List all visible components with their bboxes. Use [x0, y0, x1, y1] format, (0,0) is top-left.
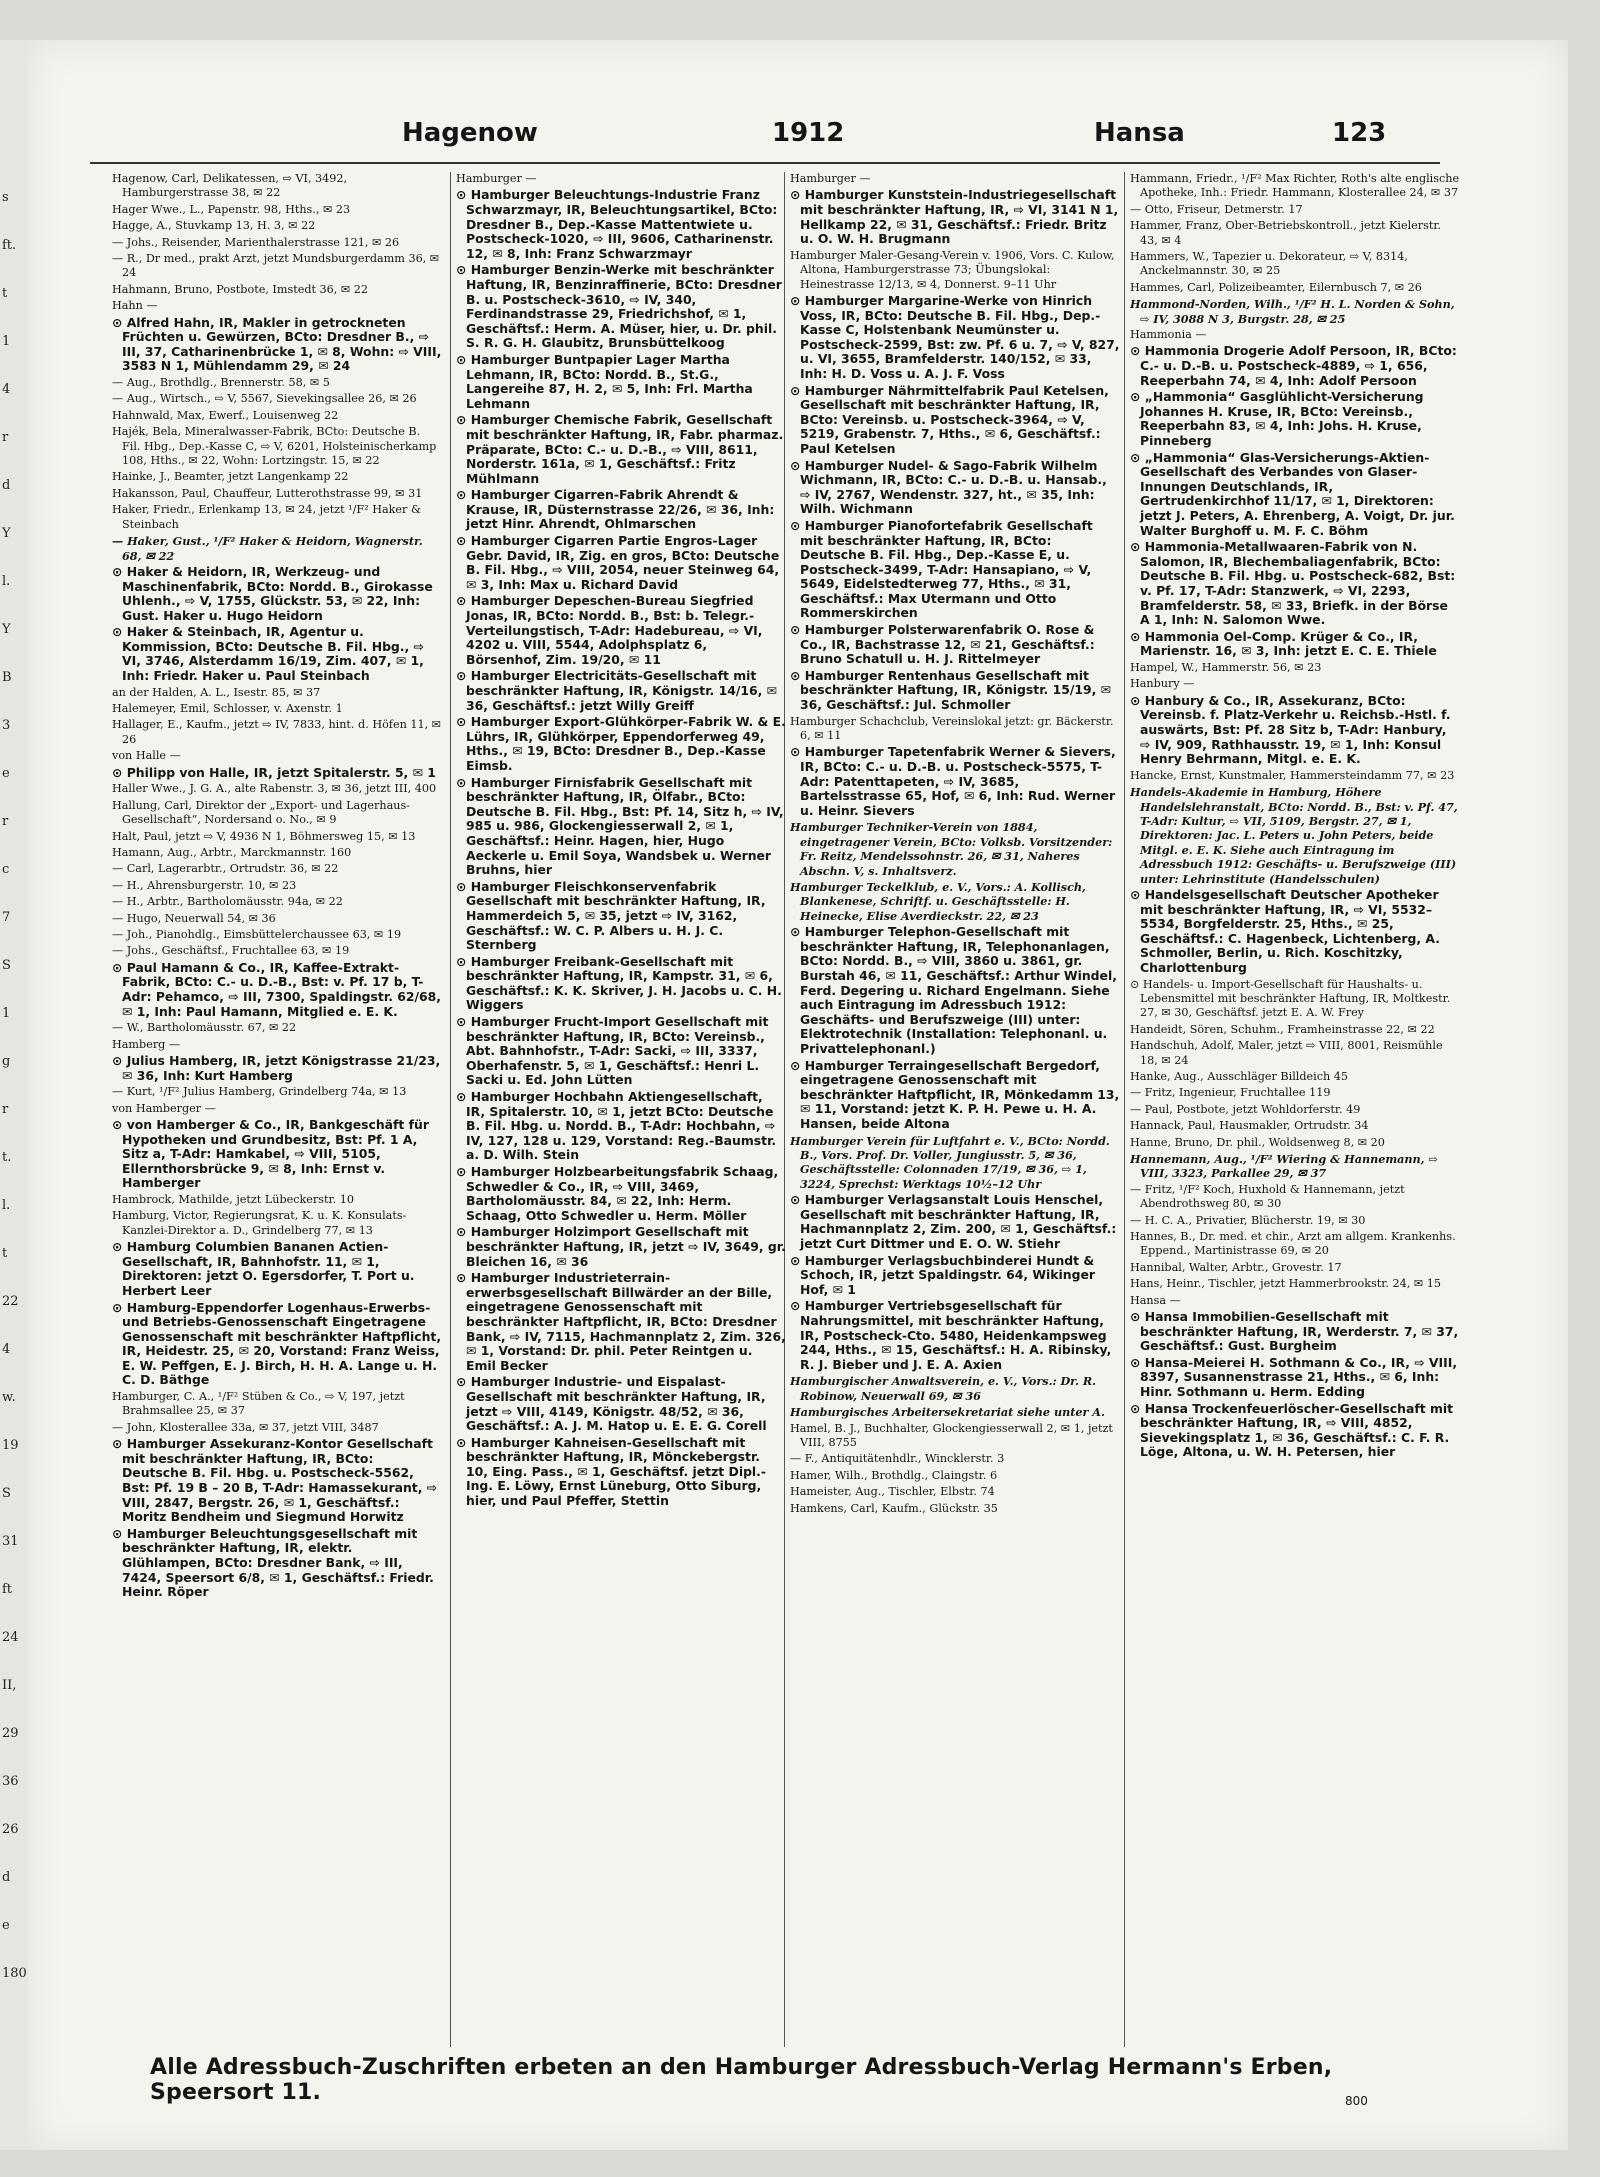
margin-fragment: g: [2, 1054, 11, 1069]
header-last-entry: Hansa: [1094, 118, 1185, 148]
directory-entry: ⊙ Hamburger Nudel- & Sago-Fabrik Wilhelm Wichmann, IR, BCto: C.- u. D.-B. u. Hansab., ⇨ IV, 2767, Wendenstr. 327, ht., ✉ 35, Inh: Wilh. Wichmann: [790, 457, 1107, 517]
directory-entry: Hambrock, Mathilde, jetzt Lübeckerstr. 10: [112, 1192, 354, 1206]
margin-fragment: d: [2, 478, 11, 493]
directory-entry: Hahn —: [112, 299, 158, 313]
directory-entry: Hamburger Maler-Gesang-Verein v. 1906, Vors. C. Kulow, Altona, Hamburgerstrasse 73; Übungslokal: Heinestrasse 12/13, ✉ 4, Donnerst. 9–11 Uhr: [790, 248, 1115, 291]
directory-entry: Handels-Akademie in Hamburg, Höhere Handelslehranstalt, BCto: Nordd. B., Bst: v. Pf. 47, T-Adr: Kultur, ⇨ VII, 5109, Bergstr. 27, ✉ 1, Direktoren: Jac. L. Peters u. John Peters, beide Mitgl. e. E. K. Siehe auch Eintragung im Adressbuch 1912: Geschäfts- u. Berufszweige (III) unter: Lehrinstitute (Handelsschulen): [1130, 785, 1458, 886]
directory-entry: ⊙ Hammonia-Metallwaaren-Fabrik von N. Salomon, IR, Blechembaliagenfabrik, BCto: Deutsche B. Fil. Hbg. u. Postscheck-682, Bst: v. Pf. 17, T-Adr: Stanzwerk, ⇨ VI, 2293, Bramfelderstr. 58, ✉ 33, Briefk. in der Börse A 1, Inh: N. Salomon Wwe.: [1130, 539, 1456, 628]
directory-entry: ⊙ Hammonia Drogerie Adolf Persoon, IR, BCto: C.- u. D.-B. u. Postscheck-4889, ⇨ 1, 656, Reeperbahn 74, ✉ 4, Inh: Adolf Persoon: [1130, 343, 1457, 388]
margin-fragment: l.: [2, 1198, 11, 1213]
directory-entry: Hancke, Ernst, Kunstmaler, Hammersteindamm 77, ✉ 23: [1130, 768, 1455, 782]
directory-entry: Handschuh, Adolf, Maler, jetzt ⇨ VIII, 8001, Reismühle 18, ✉ 24: [1130, 1039, 1443, 1067]
directory-entry: ⊙ Hamburger Electricitäts-Gesellschaft mit beschränkter Haftung, IR, Königstr. 14/16, ✉ 36, Geschäftsf.: jetzt Willy Greiff: [456, 668, 777, 713]
directory-entry: ⊙ Hamburger Pianofortefabrik Gesellschaft mit beschränkter Haftung, IR, BCto: Deutsche B. Fil. Hbg., Dep.-Kasse E, u. Postscheck-3499, T-Adr: Hansapiano, ⇨ V, 5649, Eidelstedterweg 77, Hths., ✉ 31, Geschäftsf.: Max Utermann und Otto Rommerskirchen: [790, 517, 1093, 621]
directory-entry: ⊙ Hamburger Frucht-Import Gesellschaft mit beschränkter Haftung, IR, BCto: Vereinsb., Abt. Bahnhofstr., T-Adr: Sacki, ⇨ III, 3337, Oberhafenstr. 5, ✉ 1, Geschäftsf.: Henri L. Sacki u. Ed. John Lütten: [456, 1014, 769, 1088]
directory-entry: Hammond-Norden, Wilh., ¹/F² H. L. Norden & Sohn, ⇨ IV, 3088 N 3, Burgstr. 28, ✉ 25: [1130, 297, 1455, 326]
directory-entry: Hans, Heinr., Tischler, jetzt Hammerbrookstr. 24, ✉ 15: [1130, 1277, 1441, 1291]
directory-entry: Hamberg —: [112, 1037, 181, 1051]
directory-entry: Hamburgischer Anwaltsverein, e. V., Vors.: Dr. R. Robinow, Neuerwall 69, ✉ 36: [790, 1374, 1097, 1403]
directory-entry: ⊙ Hamburger Vertriebsgesellschaft für Nahrungsmittel, mit beschränkter Haftung, IR, Postscheck-Cto. 5480, Heidenkampsweg 244, Hths., ✉ 15, Geschäftsf.: H. A. Ribinsky, R. J. Bieber und J. E. A. Axien: [790, 1298, 1112, 1372]
directory-entry: ⊙ Handels- u. Import-Gesellschaft für Haushalts- u. Lebensmittel mit beschränkter Haftung, IR, Moltkestr. 27, ✉ 30, Geschäftsf. jetzt E. A. W. Frey: [1130, 977, 1451, 1020]
directory-entry: Hallung, Carl, Direktor der „Export- und Lagerhaus-Gesellschaft“, Nordersand o. No., ✉ 9: [112, 798, 410, 827]
directory-entry: Hannibal, Walter, Arbtr., Grovestr. 17: [1130, 1260, 1342, 1274]
directory-entry: ⊙ Hamburger Telephon-Gesellschaft mit beschränkter Haftung, IR, Telephonanlagen, BCto: Nordd. B., ⇨ VIII, 3860 u. 3861, gr. Burstah 46, ✉ 11, Geschäftsf.: Arthur Windel, Ferd. Degering u. Richard Engelmann. Siehe auch Eintragung im Adressbuch 1912: Geschäfts- und Berufszweige (III) unter: Elektrotechnik (Installation: Telephonanl. u. Privattelephonanl.): [790, 924, 1117, 1056]
margin-fragment: c: [2, 862, 10, 877]
directory-entry: ⊙ Hamburger Polsterwarenfabrik O. Rose & Co., IR, Bachstrasse 12, ✉ 21, Geschäftsf.: Bruno Schatull u. H. J. Rittelmeyer: [790, 622, 1095, 667]
directory-entry: ⊙ Hamburger Tapetenfabrik Werner & Sievers, IR, BCto: C.- u. D.-B. u. Postscheck-5575, T-Adr: Patenttapeten, ⇨ IV, 3685, Bartelsstrasse 65, Hof, ✉ 6, Inh: Rud. Werner u. Heinr. Sievers: [790, 744, 1116, 818]
margin-fragment: r: [2, 1102, 9, 1117]
directory-entry: — Otto, Friseur, Detmerstr. 17: [1130, 202, 1303, 216]
margin-fragment: 180: [2, 1966, 27, 1981]
margin-fragment: S: [2, 1486, 11, 1501]
margin-fragment: r: [2, 814, 9, 829]
directory-entry: ⊙ Hamburger Chemische Fabrik, Gesellschaft mit beschränkter Haftung, IR, Fabr. pharmaz. Präparate, BCto: C.- u. D.-B., ⇨ VIII, 8611, Norderstr. 161a, ✉ 1, Geschäftsf.: Fritz Mühlmann: [456, 412, 784, 486]
directory-entry: Hahmann, Bruno, Postbote, Imstedt 36, ✉ 22: [112, 282, 369, 296]
directory-entry: Hamburg, Victor, Regierungsrat, K. u. K. Konsulats-Kanzlei-Direktor a. D., Grindelberg 77, ✉ 13: [112, 1209, 407, 1237]
directory-entry: Hamburger Verein für Luftfahrt e. V., BCto: Nordd. B., Vors. Prof. Dr. Voller, Jungiusstr. 5, ✉ 36, Geschäftsstelle: Colonnaden 17/19, ✉ 36, ⇨ 1, 3224, Sprechst: Werktags 10½–12 Uhr: [790, 1133, 1110, 1191]
directory-entry: ⊙ Hamburger Verlagsbuchbinderei Hundt & Schoch, IR, jetzt Spaldingstr. 64, Wikinger Hof, ✉ 1: [790, 1252, 1095, 1297]
directory-entry: Hamburgisches Arbeitersekretariat siehe unter A.: [790, 1405, 1105, 1420]
directory-entry: — F., Antiquitätenhdlr., Wincklerstr. 3: [790, 1452, 1005, 1466]
page-number: 123: [1332, 118, 1387, 148]
margin-fragment: 31: [2, 1534, 19, 1549]
directory-entry: ⊙ „Hammonia“ Glas-Versicherungs-Aktien-Gesellschaft des Verbandes von Glaser-Innungen Deutschlands, IR, Gertrudenkirchhof 11/17, ✉ 1, Direktoren: jetzt J. Peters, A. Ehrenberg, A. Voigt, Dr. jur. Walter Burghoff u. M. F. C. Böhm: [1130, 449, 1455, 538]
header-first-entry: Hagenow: [402, 118, 538, 148]
directory-entry: Halemeyer, Emil, Schlosser, v. Axenstr. 1: [112, 702, 343, 716]
margin-fragment: S: [2, 958, 11, 973]
directory-entry: ⊙ Hamburger Holzbearbeitungsfabrik Schaag, Schwedler & Co., IR, ⇨ VIII, 3469, Bartholomäusstr. 84, ✉ 22, Inh: Herm. Schaag, Otto Schwedler u. Herm. Möller: [456, 1164, 779, 1223]
directory-entry: — W., Bartholomäusstr. 67, ✉ 22: [112, 1021, 297, 1035]
margin-fragment: l.: [2, 574, 11, 589]
directory-entry: ⊙ Hamburger Terraingesellschaft Bergedorf, eingetragene Genossenschaft mit beschränkter Haftpflicht, IR, Mönkedamm 13, ✉ 11, Vorstand: jetzt K. P. H. Pewe u. H. A. Hansen, beide Altona: [790, 1057, 1120, 1131]
directory-entry: — Fritz, ¹/F² Koch, Huxhold & Hannemann, jetzt Abendrothsweg 80, ✉ 30: [1130, 1182, 1405, 1211]
directory-entry: ⊙ Hamburger Buntpapier Lager Martha Lehmann, IR, BCto: Nordd. B., St.G., Langereihe 87, H. 2, ✉ 5, Inh: Frl. Martha Lehmann: [456, 351, 753, 411]
directory-entry: Hanne, Bruno, Dr. phil., Woldsenweg 8, ✉ 20: [1130, 1135, 1385, 1149]
margin-fragment: r: [2, 430, 9, 445]
directory-entry: ⊙ Philipp von Halle, IR, jetzt Spitalerstr. 5, ✉ 1: [112, 764, 436, 780]
directory-entry: ⊙ Hamburger Fleischkonservenfabrik Gesellschaft mit beschränkter Haftung, IR, Hammerdeich 5, ✉ 35, jetzt ⇨ IV, 3162, Geschäftsf.: W. C. P. Albers u. H. J. C. Sternberg: [456, 878, 766, 953]
directory-entry: — Aug., Brothdlg., Brennerstr. 58, ✉ 5: [112, 376, 330, 390]
directory-entry: Hamburger —: [456, 172, 537, 185]
directory-entry: Hamkens, Carl, Kaufm., Glückstr. 35: [790, 1501, 998, 1515]
margin-fragment: II,: [2, 1678, 17, 1693]
directory-entry: ⊙ von Hamberger & Co., IR, Bankgeschäft für Hypotheken und Grundbesitz, Bst: Pf. 1 A, Sitz a, T-Adr: Hamkabel, ⇨ VIII, 5105, Ellernthorsbrücke 9, ✉ 8, Inh: Ernst v. Hamberger: [112, 1116, 429, 1191]
column-divider: [450, 172, 451, 2047]
directory-entry: ⊙ Paul Hamann & Co., IR, Kaffee-Extrakt-Fabrik, BCto: C.- u. D.-B., Bst: v. Pf. 17 b, T-Adr: Pehamco, ⇨ III, 7300, Spaldingstr. 62/68, ✉ 1, Inh: Paul Hamann, Mitglied e. E. K.: [112, 959, 441, 1019]
directory-entry: — Fritz, Ingenieur, Fruchtallee 119: [1130, 1086, 1331, 1100]
margin-fragment: 7: [2, 910, 11, 925]
directory-entry: Halt, Paul, jetzt ⇨ V, 4936 N 1, Böhmersweg 15, ✉ 13: [112, 829, 416, 843]
margin-fragment: 36: [2, 1774, 19, 1789]
directory-entry: ⊙ Hamburger Kahneisen-Gesellschaft mit beschränkter Haftung, IR, Mönckebergstr. 10, Eing. Pass., ✉ 1, Geschäftsf. jetzt Dipl.-Ing. E. Löwy, Ernst Lüneburg, Otto Siburg, hier, und Paul Pfeffer, Stettin: [456, 1434, 767, 1509]
directory-entry: Hamel, B. J., Buchhalter, Glockengiesserwall 2, ✉ 1, jetzt VIII, 8755: [790, 1421, 1113, 1449]
directory-entry: — H. C. A., Privatier, Blücherstr. 19, ✉ 30: [1130, 1213, 1366, 1227]
margin-fragment: B: [2, 670, 12, 685]
directory-entry: — R., Dr med., prakt Arzt, jetzt Mundsburgerdamm 36, ✉ 24: [112, 252, 440, 280]
margin-fragment: 1: [2, 334, 11, 349]
column-1: [112, 172, 442, 2047]
directory-entry: von Hamberger —: [112, 1101, 216, 1115]
directory-entry: ⊙ Hamburger Freibank-Gesellschaft mit beschränkter Haftung, IR, Kampstr. 31, ✉ 6, Geschäftsf.: K. K. Skriver, J. H. Jacobs u. C. H. Wiggers: [456, 953, 782, 1013]
margin-fragment: e: [2, 1918, 10, 1933]
directory-entry: ⊙ Hamburger Beleuchtungs-Industrie Franz Schwarzmayr, IR, Beleuchtungsartikel, BCto: Dresdner B., Dep.-Kasse Mattentwiete u. Postscheck-1020, ⇨ III, 9606, Catharinenstr. 12, ✉ 8, Inh: Franz Schwarzmayr: [456, 187, 778, 261]
directory-entry: ⊙ Alfred Hahn, IR, Makler in getrockneten Früchten u. Gewürzen, BCto: Dresdner B., ⇨ III, 37, Catharinenbrücke 1, ✉ 8, Wohn: ⇨ VIII, 3583 N 1, Mühlendamm 29, ✉ 24: [112, 314, 442, 374]
directory-entry: Hameister, Aug., Tischler, Elbstr. 74: [790, 1485, 995, 1499]
margin-fragment: 4: [2, 382, 11, 397]
directory-entry: ⊙ Hanbury & Co., IR, Assekuranz, BCto: Vereinsb. f. Platz-Verkehr u. Reichsb.-Hstl. f. auswärts, Bst: Pf. 28 Sitz b, T-Adr: Hanbury, ⇨ IV, 909, Rathhausstr. 19, ✉ 1, Inh: Konsul Henry Behrmann, Mitgl. e. E. K.: [1130, 692, 1451, 767]
directory-entry: Hamburger —: [790, 172, 871, 185]
directory-entry: Handeidt, Sören, Schuhm., Framheinstrasse 22, ✉ 22: [1130, 1022, 1435, 1036]
directory-entry: Hammer, Franz, Ober-Betriebskontroll., jetzt Kielerstr. 43, ✉ 4: [1130, 219, 1442, 247]
margin-fragment: 26: [2, 1822, 19, 1837]
directory-entry: Haller Wwe., J. G. A., alte Rabenstr. 3, ✉ 36, jetzt III, 400: [112, 782, 437, 796]
printer-signature: 800: [1345, 2094, 1368, 2108]
directory-entry: Haker, Friedr., Erlenkamp 13, ✉ 24, jetzt ¹/F² Haker & Steinbach: [112, 503, 421, 531]
directory-entry: ⊙ Julius Hamberg, IR, jetzt Königstrasse 21/23, ✉ 36, Inh: Kurt Hamberg: [112, 1052, 441, 1083]
directory-entry: ⊙ Hamburger Verlagsanstalt Louis Henschel, Gesellschaft mit beschränkter Haftung, IR, Hachmannplatz 2, Zim. 200, ✉ 1, Geschäftsf.: jetzt Curt Dittmer und E. O. W. Stiehr: [790, 1192, 1117, 1251]
directory-entry: ⊙ Haker & Heidorn, IR, Werkzeug- und Maschinenfabrik, BCto: Nordd. B., Girokasse Uhlenh., ⇨ V, 1755, Glückstr. 53, ✉ 22, Inh: Gust. Haker u. Hugo Heidorn: [112, 563, 433, 623]
margin-fragment: e: [2, 766, 10, 781]
directory-entry: ⊙ Hamburger Margarine-Werke von Hinrich Voss, IR, BCto: Deutsche B. Fil. Hbg., Dep.-Kasse C, Holstenbank Neumünster u. Postscheck-2599, Bst: zw. Pf. 6 u. 7, ⇨ V, 827, u. VI, 3655, Bramfelderstr. 140/152, ✉ 33, Inh: H. D. Voss u. A. J. F. Voss: [790, 293, 1120, 381]
directory-entry: ⊙ Hamburger Rentenhaus Gesellschaft mit beschränkter Haftung, IR, Königstr. 15/19, ✉ 36, Geschäftsf.: Jul. Schmoller: [790, 667, 1111, 713]
margin-fragment: Y: [2, 622, 11, 637]
directory-entry: Hamburger, C. A., ¹/F² Stüben & Co., ⇨ V, 197, jetzt Brahmsallee 25, ✉ 37: [112, 1390, 405, 1418]
directory-entry: — Hugo, Neuerwall 54, ✉ 36: [112, 911, 276, 925]
directory-entry: Hammes, Carl, Polizeibeamter, Eilernbusch 7, ✉ 26: [1130, 280, 1422, 294]
directory-entry: ⊙ Hansa-Meierei H. Sothmann & Co., IR, ⇨ VIII, 8397, Susannenstrasse 21, Hths., ✉ 6, Inh: Hinr. Sothmann u. Herm. Edding: [1130, 1354, 1458, 1400]
margin-fragment: 1: [2, 1006, 11, 1021]
directory-entry: ⊙ Handelsgesellschaft Deutscher Apotheker mit beschränkter Haftung, IR, ⇨ VI, 5532–5534, Borgfelderstr. 25, Hths., ✉ 25, Geschäftsf.: C. Hagenbeck, Lichtenberg, A. Schmoller, Berlin, u. Rich. Koschitzky, Charlottenburg: [1130, 886, 1440, 975]
directory-entry: — John, Klosterallee 33a, ✉ 37, jetzt VIII, 3487: [112, 1420, 379, 1434]
margin-fragment: t.: [2, 1150, 12, 1165]
directory-entry: — Johs., Geschäftsf., Fruchtallee 63, ✉ 19: [112, 944, 350, 958]
directory-entry: Hanke, Aug., Ausschläger Billdeich 45: [1130, 1069, 1349, 1083]
directory-entry: Hallager, E., Kaufm., jetzt ⇨ IV, 7833, hint. d. Höfen 11, ✉ 26: [112, 718, 442, 746]
directory-entry: Hager Wwe., L., Papenstr. 98, Hths., ✉ 23: [112, 202, 351, 216]
directory-entry: Hamer, Wilh., Brothdlg., Claingstr. 6: [790, 1468, 998, 1482]
directory-entry: — Paul, Postbote, jetzt Wohldorferstr. 49: [1130, 1102, 1361, 1116]
margin-fragment: w.: [2, 1390, 16, 1405]
directory-entry: Hammers, W., Tapezier u. Dekorateur, ⇨ V, 8314, Anckelmannstr. 30, ✉ 25: [1130, 250, 1408, 278]
margin-fragment: s: [2, 190, 9, 205]
directory-entry: Hansa —: [1130, 1293, 1181, 1307]
directory-entry: ⊙ Hamburger Assekuranz-Kontor Gesellschaft mit beschränkter Haftung, IR, BCto: Deutsche B. Fil. Hbg. u. Postscheck-5562, Bst: Pf. 19 B – 20 B, T-Adr: Hamassekurant, ⇨ VIII, 2847, Bergstr. 26, ✉ 1, Geschäftsf.: Moritz Bendheim und Siegmund Horwitz: [112, 1436, 438, 1525]
margin-fragment: 24: [2, 1630, 19, 1645]
directory-entry: Hampel, W., Hammerstr. 56, ✉ 23: [1130, 660, 1322, 674]
directory-entry: Hannack, Paul, Hausmakler, Ortrudstr. 34: [1130, 1119, 1369, 1133]
margin-fragment: ft.: [2, 238, 17, 253]
directory-entry: ⊙ Hamburger Export-Glühkörper-Fabrik W. & E. Lührs, IR, Glühkörper, Eppendorferweg 49, Hths., ✉ 19, BCto: Dresdner B., Dep.-Kasse Eimsb.: [456, 714, 786, 773]
directory-entry: — Aug., Wirtsch., ⇨ V, 5567, Sievekingsallee 26, ✉ 26: [112, 392, 417, 406]
directory-entry: — Carl, Lagerarbtr., Ortrudstr. 36, ✉ 22: [112, 862, 339, 876]
column-4: [1130, 172, 1460, 2047]
margin-fragment: 19: [2, 1438, 19, 1453]
header-year: 1912: [772, 118, 845, 148]
margin-fragment: ft: [2, 1582, 13, 1597]
header-rule: [90, 162, 1440, 164]
directory-entry: Hagenow, Carl, Delikatessen, ⇨ VI, 3492, Hamburgerstrasse 38, ✉ 22: [112, 172, 348, 200]
directory-entry: — Haker, Gust., ¹/F² Haker & Heidorn, Wagnerstr. 68, ✉ 22: [112, 534, 423, 563]
column-2: [456, 172, 786, 2047]
column-divider: [1124, 172, 1125, 2047]
margin-fragment: d: [2, 1870, 11, 1885]
directory-entry: ⊙ Hamburger Cigarren Partie Engros-Lager Gebr. David, IR, Zig. en gros, BCto: Deutsche B. Fil. Hbg., ⇨ VIII, 2054, neuer Steinweg 64, ✉ 3, Inh: Max u. Richard David: [456, 533, 780, 592]
directory-entry: Hannemann, Aug., ¹/F² Wiering & Hannemann, ⇨ VIII, 3323, Parkallee 29, ✉ 37: [1130, 1152, 1438, 1181]
margin-fragment: t: [2, 286, 8, 301]
margin-fragment: 4: [2, 1342, 11, 1357]
margin-fragment: 29: [2, 1726, 19, 1741]
directory-entry: ⊙ Hamburger Firnisfabrik Gesellschaft mit beschränkter Haftung, IR, Ölfabr., BCto: Deutsche B. Fil. Hbg., Bst: Pf. 14, Sitz h, ⇨ IV, 985 u. 986, Glockengiesserwall 2, ✉ 1, Geschäftsf.: Heinr. Hagen, hier, Hugo Aeckerle u. Emil Soya, Wandsbek u. Werner Bruhns, hier: [456, 774, 784, 878]
directory-entry: Hamburger Techniker-Verein von 1884, eingetragener Verein, BCto: Volksb. Vorsitzender: Fr. Reitz, Mendelssohnstr. 26, ✉ 31, Naheres Abschn. V, s. Inhaltsverz.: [790, 820, 1113, 878]
directory-entry: ⊙ Hamburger Depeschen-Bureau Siegfried Jonas, IR, BCto: Nordd. B., Bst: b. Telegr.-Verteilungstisch, T-Adr: Hadebureau, ⇨ VI, 4202 u. VIII, 5544, Adolphsplatz 6, Börsenhof, Zim. 19/20, ✉ 11: [456, 593, 763, 667]
page-footer: Alle Adressbuch-Zuschriften erbeten an den Hamburger Adressbuch-Verlag Hermann's Erben, Speersort 11.: [150, 2055, 1333, 2105]
directory-entry: Hagge, A., Stuvkamp 13, H. 3, ✉ 22: [112, 219, 316, 233]
directory-entry: Hamburger Schachclub, Vereinslokal jetzt: gr. Bäckerstr. 6, ✉ 11: [790, 714, 1114, 743]
directory-entry: Hammann, Friedr., ¹/F² Max Richter, Roth's alte englische Apotheke, Inh.: Friedr. Hammann, Klosterallee 24, ✉ 37: [1130, 172, 1460, 200]
directory-entry: ⊙ Hamburger Hochbahn Aktiengesellschaft, IR, Spitalerstr. 10, ✉ 1, jetzt BCto: Deutsche B. Fil. Hbg. u. Nordd. B., T-Adr: Hochbahn, ⇨ IV, 127, 128 u. 129, Vorstand: Reg.-Baumstr. a. D. Wilh. Stein: [456, 1089, 777, 1163]
directory-entry: Hakansson, Paul, Chauffeur, Lutterothstrasse 99, ✉ 31: [112, 486, 423, 500]
directory-entry: Hamann, Aug., Arbtr., Marckmannstr. 160: [112, 845, 352, 859]
column-3: [790, 172, 1120, 2047]
directory-entry: — Johs., Reisender, Marienthalerstrasse 121, ✉ 26: [112, 235, 400, 249]
directory-entry: ⊙ Hammonia Oel-Comp. Krüger & Co., IR, Marienstr. 16, ✉ 3, Inh: jetzt E. C. E. Thiele: [1130, 628, 1437, 659]
directory-entry: Hannes, B., Dr. med. et chir., Arzt am allgem. Krankenhs. Eppend., Martinistrasse 69, ✉ 20: [1130, 1230, 1456, 1258]
directory-entry: — Joh., Pianohdlg., Eimsbüttelerchaussee 63, ✉ 19: [112, 927, 402, 941]
directory-entry: ⊙ Hamburger Kunststein-Industriegesellschaft mit beschränkter Haftung, IR, ⇨ VI, 3141 N 1, Hellkamp 22, ✉ 31, Geschäftsf.: Friedr. Britz u. O. W. H. Brugmann: [790, 187, 1119, 247]
directory-entry: ⊙ Hamburger Nährmittelfabrik Paul Ketelsen, Gesellschaft mit beschränkter Haftung, IR, BCto: Vereinsb. u. Postscheck-3964, ⇨ V, 5219, Grabenstr. 7, Hths., ✉ 6, Geschäftsf.: Paul Ketelsen: [790, 382, 1109, 456]
directory-entry: Hanbury —: [1130, 677, 1195, 691]
directory-entry: ⊙ Hamburg Columbien Bananen Actien-Gesellschaft, IR, Bahnhofstr. 11, ✉ 1, Direktoren: jetzt O. Egersdorfer, T. Port u. Herbert Leer: [112, 1239, 415, 1298]
page-header: [92, 118, 1442, 158]
directory-entry: ⊙ Haker & Steinbach, IR, Agentur u. Kommission, BCto: Deutsche B. Fil. Hbg., ⇨ VI, 3746, Alsterdamm 16/19, Zim. 407, ✉ 1, Inh: Friedr. Haker u. Paul Steinbach: [112, 624, 424, 684]
directory-entry: an der Halden, A. L., Isestr. 85, ✉ 37: [112, 685, 321, 699]
margin-fragment: t: [2, 1246, 8, 1261]
directory-entry: ⊙ Hamburger Holzimport Gesellschaft mit beschränkter Haftung, IR, jetzt ⇨ IV, 3649, gr. Bleichen 16, ✉ 36: [456, 1224, 786, 1269]
directory-entry: Hammonia —: [1130, 328, 1207, 342]
directory-entry: ⊙ Hamburger Beleuchtungsgesellschaft mit beschränkter Haftung, IR, elektr. Glühlampen, BCto: Dresdner Bank, ⇨ III, 7424, Speersort 6/8, ✉ 1, Geschäftsf.: Friedr. Heinr. Röper: [112, 1525, 434, 1600]
directory-entry: — Kurt, ¹/F² Julius Hamberg, Grindelberg 74a, ✉ 13: [112, 1085, 407, 1099]
directory-entry: ⊙ Hamburger Benzin-Werke mit beschränkter Haftung, IR, Benzinraffinerie, BCto: Dresdner B. u. Postscheck-3610, ⇨ IV, 340, Ferdinandstrasse 29, Friedrichshof, ✉ 1, Geschäftsf.: Herm. A. Müser, hier, u. Dr. phil. S. R. G. H. Glaubitz, Brunsbüttelkoog: [456, 262, 782, 351]
directory-entry: Hamburger Teckelklub, e. V., Vors.: A. Kollisch, Blankenese, Schriftf. u. Geschäftsstelle: H. Heinecke, Elise Averdieckstr. 22, ✉ 23: [790, 880, 1086, 923]
directory-entry: Hajék, Bela, Mineralwasser-Fabrik, BCto: Deutsche B. Fil. Hbg., Dep.-Kasse C, ⇨ V, 6201, Holsteinischerkamp 108, Hths., ✉ 22, Wohn: Lortzingstr. 15, ✉ 22: [112, 425, 437, 468]
directory-entry: — H., Ahrensburgerstr. 10, ✉ 23: [112, 878, 297, 892]
margin-fragment: 22: [2, 1294, 19, 1309]
directory-entry: Hahnwald, Max, Ewerf., Louisenweg 22: [112, 408, 339, 422]
directory-entry: ⊙ Hamburg-Eppendorfer Logenhaus-Erwerbs- und Betriebs-Genossenschaft Eingetragene Genossenschaft mit beschränkter Haftpflicht, IR, Heidestr. 25, ✉ 20, Vorstand: Franz Weiss, E. W. Peffgen, E. J. Birch, H. H. A. Lange u. H. C. D. Bäthge: [112, 1299, 442, 1388]
directory-entry: — H., Arbtr., Bartholomäusstr. 94a, ✉ 22: [112, 895, 343, 909]
directory-entry: von Halle —: [112, 749, 181, 763]
directory-entry: ⊙ Hamburger Industrieterrain-erwerbsgesellschaft Billwärder an der Bille, eingetragene Genossenschaft mit beschränkter Haftpflicht, IR, BCto: Dresdner Bank, ⇨ IV, 7115, Hachmannplatz 2, Zim. 326, ✉ 1, Vorstand: Dr. phil. Peter Reintgen u. Emil Becker: [456, 1270, 786, 1373]
directory-entry: ⊙ „Hammonia“ Gasglühlicht-Versicherung Johannes H. Kruse, IR, BCto: Vereinsb., Reeperbahn 83, ✉ 4, Inh: Johs. H. Kruse, Pinneberg: [1130, 389, 1424, 449]
directory-entry: ⊙ Hansa Immobilien-Gesellschaft mit beschränkter Haftung, IR, Werderstr. 7, ✉ 37, Geschäftsf.: Gust. Burgheim: [1130, 1309, 1459, 1354]
directory-entry: ⊙ Hamburger Industrie- und Eispalast-Gesellschaft mit beschränkter Haftung, IR, jetzt ⇨ VIII, 4149, Königstr. 48/52, ✉ 36, Geschäftsf.: A. J. M. Hatop u. E. E. G. Corell: [456, 1374, 767, 1434]
margin-fragment: 3: [2, 718, 11, 733]
margin-fragment: Y: [2, 526, 11, 541]
directory-entry: ⊙ Hamburger Cigarren-Fabrik Ahrendt & Krause, IR, Düsternstrasse 22/26, ✉ 36, Inh: jetzt Hinr. Ahrendt, Ohlmarschen: [456, 487, 775, 532]
directory-entry: Hainke, J., Beamter, jetzt Langenkamp 22: [112, 470, 349, 484]
directory-entry: ⊙ Hansa Trockenfeuerlöscher-Gesellschaft mit beschränkter Haftung, IR, ⇨ VIII, 4852, Sievekingsplatz 1, ✉ 36, Geschäftsf.: C. F. R. Löge, Altona, u. W. H. Petersen, hier: [1130, 1400, 1454, 1460]
